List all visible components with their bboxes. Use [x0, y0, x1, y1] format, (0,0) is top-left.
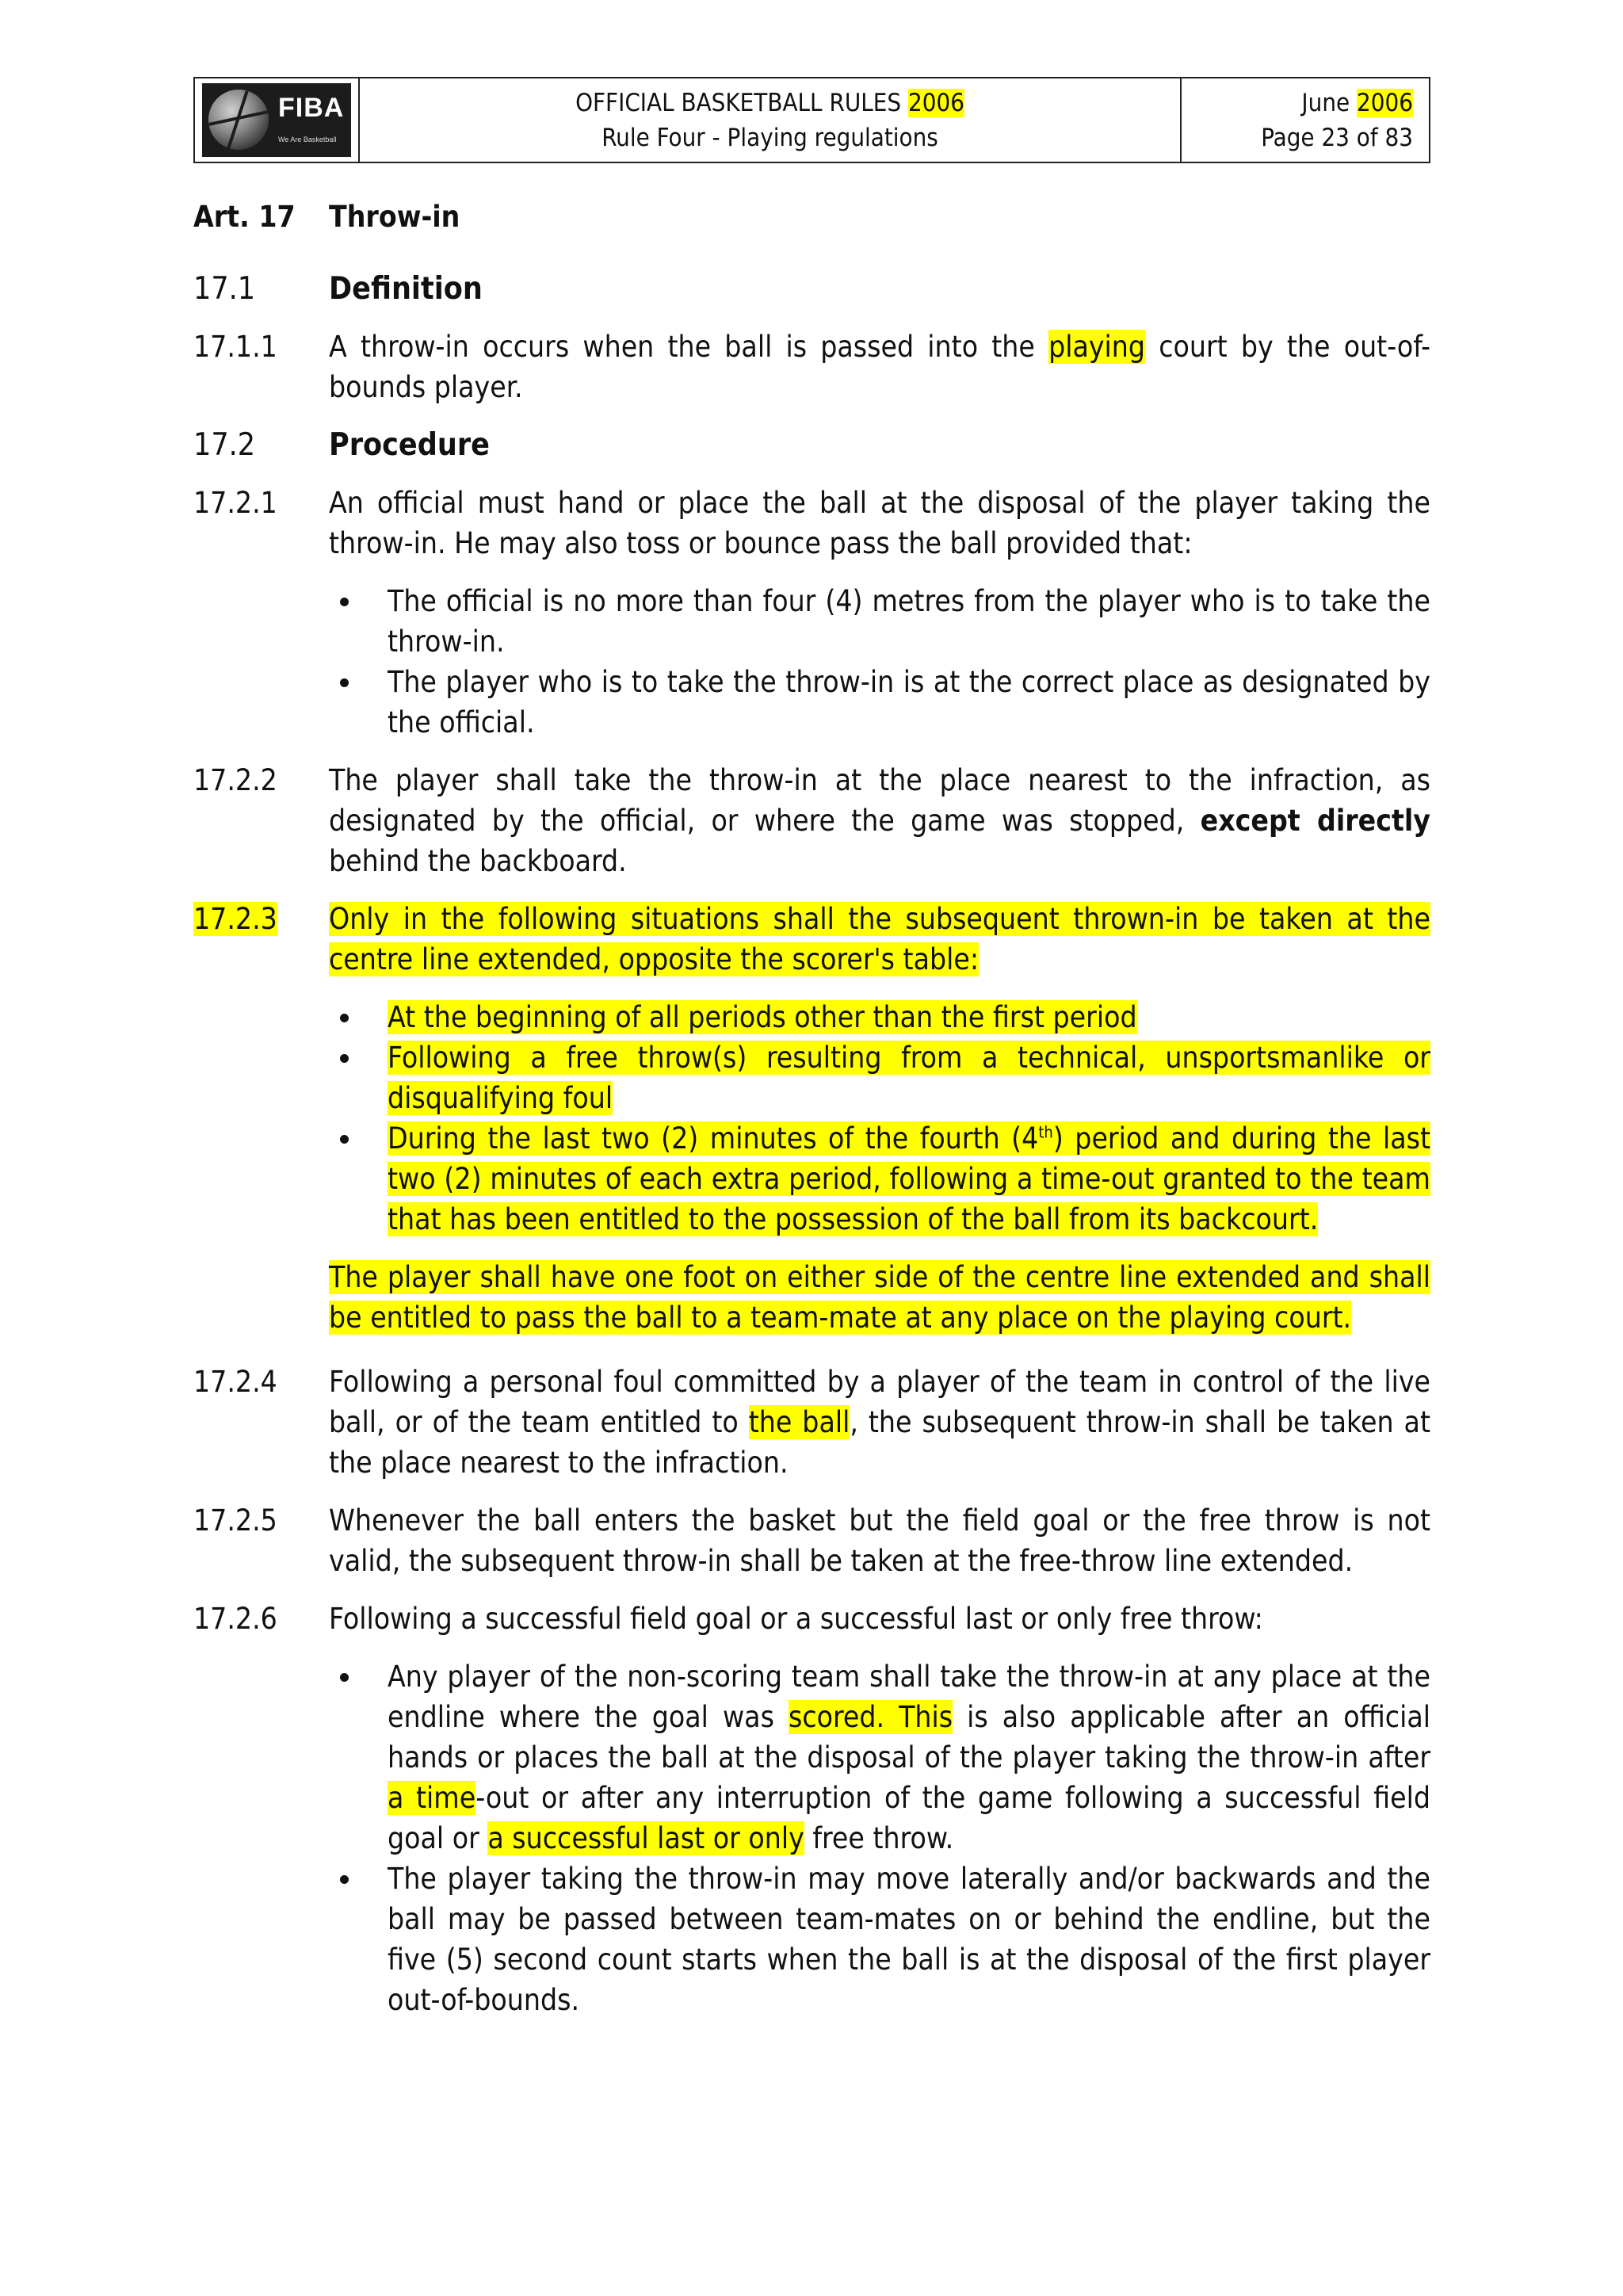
list-item — [329, 1656, 1430, 1859]
highlighted-text: The player shall have one foot on either side of the centre line extended and shall be entitled to pass the ball to a team-mate at any place on the playing court. — [329, 1260, 1430, 1335]
clause-text — [329, 899, 1430, 980]
text-segment: The player shall take the throw-in at the place nearest to the infraction, as designated by the official, or where the game was stopped, — [329, 763, 1430, 838]
section-number: 17.1 — [193, 271, 256, 307]
list-item — [329, 581, 1430, 662]
bullet-icon — [329, 662, 388, 743]
clause-text: Whenever the ball enters the basket but the field goal or the free throw is not valid, the subsequent throw-in shall be taken at the free-throw line extended. — [329, 1503, 1430, 1578]
clause-text: An official must hand or place the ball at the disposal of the player taking the throw-in. He may also toss or bounce pass the ball provided that: — [329, 486, 1430, 560]
text-segment: free throw. — [804, 1821, 954, 1855]
text-segment: behind the backboard. — [329, 844, 627, 878]
text-segment: During the last two (2) minutes of the fourth (4 — [388, 1121, 1039, 1156]
highlighted-text — [388, 1121, 1430, 1236]
header-date — [1301, 86, 1413, 120]
list-item — [329, 1118, 1430, 1240]
header-title-cell — [360, 78, 1182, 162]
basketball-globe-icon — [208, 90, 269, 150]
highlighted-text: playing — [1048, 330, 1146, 364]
document-body — [193, 197, 1430, 2038]
header-page-number: Page 23 of 83 — [1261, 123, 1413, 152]
text-segment: is also applicable after an official hands or places the ball at the disposal of the player taking the throw-in after — [388, 1700, 1430, 1775]
highlighted-text: At the beginning of all periods other than the first period — [388, 1000, 1137, 1034]
highlighted-text: Only in the following situations shall the subsequent thrown-in be taken at the centre line extended, opposite the scorer's table: — [329, 902, 1430, 976]
clause-17-2-3 — [193, 899, 1430, 980]
clause-number: 17.2.2 — [193, 763, 277, 797]
article-title: Throw-in — [329, 200, 460, 234]
clause-17-2-1 — [193, 483, 1430, 563]
bullet-list-17-2-3 — [329, 997, 1430, 1240]
list-item-text — [388, 1118, 1430, 1240]
clause-number: 17.2.1 — [193, 486, 277, 520]
highlighted-text: scored. This — [788, 1700, 953, 1734]
clause-17-2-3-followup — [329, 1257, 1430, 1338]
fiba-logo — [202, 83, 351, 157]
bullet-icon — [329, 1859, 388, 2020]
highlighted-text: Following a free throw(s) resulting from a technical, unsportsmanlike or disqualifying foul — [388, 1041, 1430, 1115]
text-segment: ) period and during the last two (2) minutes of each extra period, following a time-out granted to the team that has been entitled to the possession of the ball from its backcourt. — [388, 1121, 1431, 1236]
logo-tagline: We Are Basketball — [278, 136, 337, 143]
page-header — [193, 77, 1430, 163]
article-number: Art. 17 — [193, 200, 296, 234]
list-item-text — [388, 997, 1430, 1037]
text-segment: court by the out-of-bounds player. — [329, 330, 1430, 404]
text-segment: Any player of the non-scoring team shall take the throw-in at any place at the endline where the goal was — [388, 1660, 1430, 1734]
article-heading — [193, 197, 1430, 237]
clause-number: 17.2.4 — [193, 1365, 277, 1399]
list-item-text: The official is no more than four (4) metres from the player who is to take the throw-in. — [388, 584, 1430, 659]
highlighted-text: a time — [388, 1781, 476, 1815]
clause-text — [329, 327, 1430, 407]
text-segment: Following a personal foul committed by a player of the team in control of the live ball, or of the team entitled to — [329, 1365, 1430, 1439]
header-date-month: June — [1301, 88, 1358, 117]
list-item-text — [388, 1037, 1430, 1118]
text-segment: A throw-in occurs when the ball is passed into the — [329, 330, 1049, 364]
clause-17-1-1 — [193, 327, 1430, 407]
clause-number: 17.2.5 — [193, 1503, 277, 1538]
clause-17-2-4 — [193, 1362, 1430, 1483]
clause-number: 17.2.6 — [193, 1602, 277, 1636]
list-item — [329, 1859, 1430, 2020]
section-title: Procedure — [329, 427, 490, 463]
section-17-2-heading — [193, 425, 1430, 465]
logo-text: FIBA — [278, 93, 345, 123]
bullet-list-17-2-1 — [329, 581, 1430, 743]
highlighted-text: the ball — [748, 1405, 850, 1439]
header-title-text: OFFICIAL BASKETBALL RULES — [575, 88, 908, 117]
clause-text: Following a successful field goal or a successful last or only free throw: — [329, 1602, 1263, 1636]
clause-text — [329, 1362, 1430, 1483]
header-date-year: 2006 — [1357, 88, 1413, 117]
clause-number: 17.1.1 — [193, 330, 277, 364]
bullet-icon — [329, 1656, 388, 1859]
header-title-year: 2006 — [907, 88, 964, 117]
list-item-text — [388, 1656, 1430, 1859]
text-segment: , the subsequent throw-in shall be taken at the place nearest to the infraction. — [329, 1405, 1430, 1480]
text-segment: -out or after any interruption of the game following a successful field goal or — [388, 1781, 1430, 1855]
bullet-icon — [329, 1037, 388, 1118]
section-17-1-heading — [193, 269, 1430, 309]
clause-17-2-2 — [193, 760, 1430, 881]
section-number: 17.2 — [193, 427, 256, 463]
bullet-icon — [329, 581, 388, 662]
list-item — [329, 662, 1430, 743]
clause-17-2-5 — [193, 1500, 1430, 1581]
clause-17-2-6 — [193, 1599, 1430, 1639]
clause-text — [329, 760, 1430, 881]
list-item-text: The player who is to take the throw-in is at the correct place as designated by the official. — [388, 665, 1430, 739]
bullet-list-17-2-6 — [329, 1656, 1430, 2020]
bold-text: except directly — [1200, 804, 1431, 838]
bullet-icon — [329, 997, 388, 1037]
bullet-icon — [329, 1118, 388, 1240]
list-item — [329, 1037, 1430, 1118]
section-title: Definition — [329, 271, 483, 307]
header-title-line2: Rule Four - Playing regulations — [601, 123, 938, 152]
highlighted-text: a successful last or only — [487, 1821, 804, 1855]
header-title-line1 — [575, 86, 964, 120]
list-item — [329, 997, 1430, 1037]
superscript: th — [1038, 1122, 1053, 1142]
header-logo-cell — [195, 78, 360, 162]
header-date-cell — [1182, 78, 1429, 162]
clause-number — [193, 899, 329, 980]
clause-number-text: 17.2.3 — [193, 902, 277, 936]
list-item-text: The player taking the throw-in may move laterally and/or backwards and the ball may be passed between team-mates on or behind the endline, but the five (5) second count starts when the ball is at the disposal of the first player out-of-bounds. — [388, 1862, 1430, 2017]
